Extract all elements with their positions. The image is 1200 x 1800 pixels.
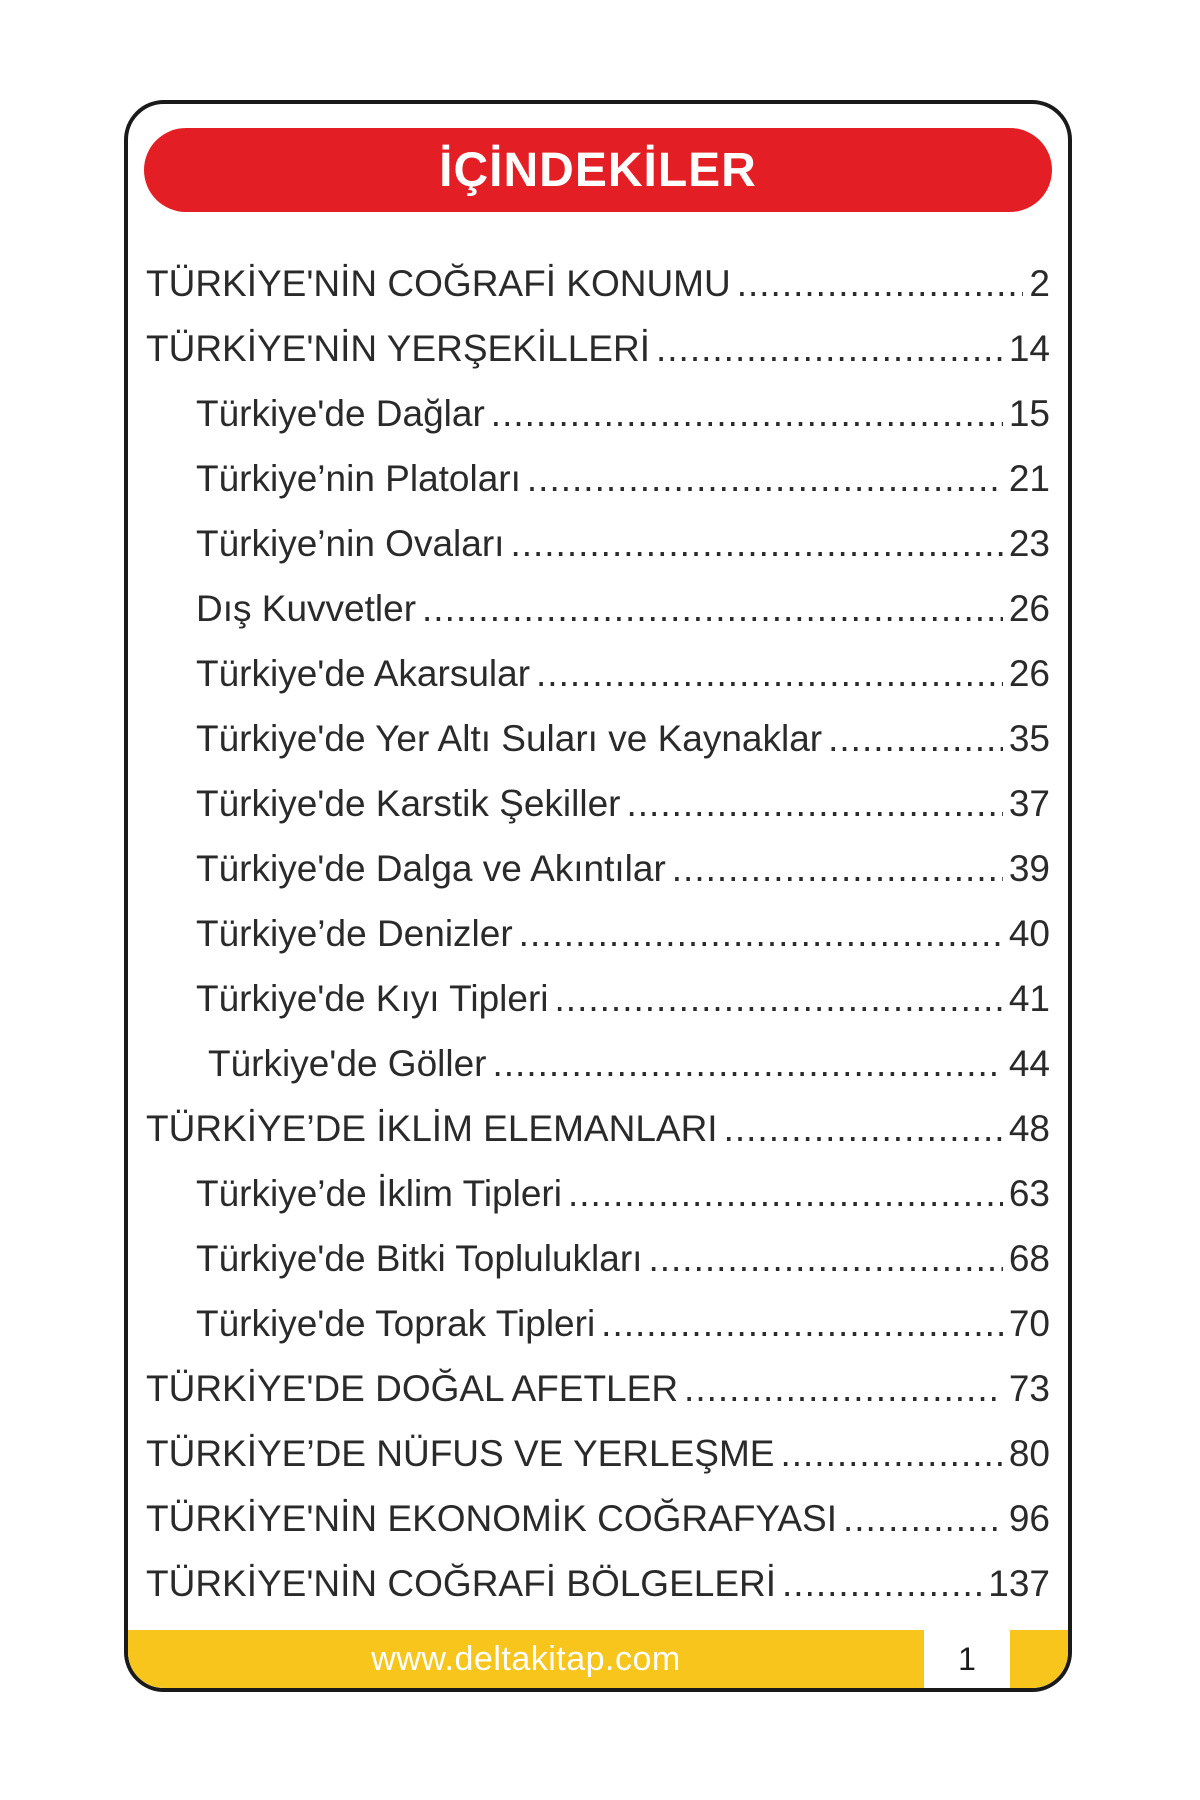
toc-entry-label: Türkiye'de Karstik Şekiller xyxy=(196,783,621,824)
dot-leader xyxy=(782,1551,982,1616)
toc-section[interactable] xyxy=(146,901,1050,966)
dot-leader xyxy=(828,706,1003,771)
dot-leader xyxy=(510,511,1002,576)
toc-entry-label: Türkiye'de Yer Altı Suları ve Kaynaklar xyxy=(196,718,823,759)
toc-entry-label: Türkiye'de Dağlar xyxy=(196,393,485,434)
toc-chapter[interactable] xyxy=(146,1096,1050,1161)
toc-entry-label: Türkiye'de Kıyı Tipleri xyxy=(196,978,549,1019)
toc-entry-label: TÜRKİYE’DE İKLİM ELEMANLARI xyxy=(146,1108,718,1149)
toc-entry-page: 14 xyxy=(1008,328,1050,369)
dot-leader xyxy=(672,836,1003,901)
dot-leader xyxy=(527,446,1003,511)
toc-entry-page: 21 xyxy=(1008,458,1050,499)
toc-entry-label: Türkiye'de Bitki Toplulukları xyxy=(196,1238,643,1279)
toc-entry-page: 23 xyxy=(1008,523,1050,564)
toc-entry-label: Türkiye'de Akarsular xyxy=(196,653,531,694)
toc-entry-page: 2 xyxy=(1029,263,1050,304)
toc-entry-label: Türkiye’de İklim Tipleri xyxy=(196,1173,562,1214)
dot-leader xyxy=(519,901,1003,966)
dot-leader xyxy=(648,1226,1002,1291)
toc-entry-page: 63 xyxy=(1008,1173,1050,1214)
toc-section[interactable] xyxy=(146,1031,1050,1096)
toc-entry-label: Dış Kuvvetler xyxy=(196,588,417,629)
dot-leader xyxy=(568,1161,1003,1226)
dot-leader xyxy=(536,641,1003,706)
toc-entry-page: 80 xyxy=(1008,1433,1050,1474)
footer-bar xyxy=(128,1630,1068,1688)
toc-section[interactable] xyxy=(146,706,1050,771)
toc-entry-label: TÜRKİYE'NİN YERŞEKİLLERİ xyxy=(146,328,650,369)
dot-leader xyxy=(491,381,1003,446)
toc-chapter[interactable] xyxy=(146,1551,1050,1616)
toc-entry-label: TÜRKİYE'NİN COĞRAFİ KONUMU xyxy=(146,263,731,304)
toc-section[interactable] xyxy=(146,511,1050,576)
toc-entry-page: 41 xyxy=(1008,978,1050,1019)
toc-section[interactable] xyxy=(146,641,1050,706)
toc-section[interactable] xyxy=(146,1291,1050,1356)
dot-leader xyxy=(601,1291,1003,1356)
toc-entry-page: 68 xyxy=(1008,1238,1050,1279)
toc-entry-page: 15 xyxy=(1008,393,1050,434)
toc-entry-label: Türkiye’nin Ovaları xyxy=(196,523,505,564)
toc-chapter[interactable] xyxy=(146,251,1050,316)
toc-entry-label: TÜRKİYE'NİN EKONOMİK COĞRAFYASI xyxy=(146,1498,837,1539)
footer-url: www.deltakitap.com xyxy=(371,1639,681,1678)
toc-entry-label: Türkiye'de Toprak Tipleri xyxy=(196,1303,596,1344)
toc-chapter[interactable] xyxy=(146,1421,1050,1486)
toc-section[interactable] xyxy=(146,1226,1050,1291)
dot-leader xyxy=(493,1031,1003,1096)
toc-entry-label: Türkiye'de Dalga ve Akıntılar xyxy=(196,848,666,889)
toc-entry-page: 39 xyxy=(1008,848,1050,889)
toc-entry-page: 70 xyxy=(1008,1303,1050,1344)
title-banner xyxy=(144,128,1052,212)
toc-chapter[interactable] xyxy=(146,1356,1050,1421)
toc-entry-page: 37 xyxy=(1008,783,1050,824)
toc-page-card xyxy=(124,100,1072,1692)
toc-entry-label: Türkiye’nin Platoları xyxy=(196,458,521,499)
dot-leader xyxy=(724,1096,1003,1161)
toc-section[interactable] xyxy=(146,1161,1050,1226)
toc-entry-page: 44 xyxy=(1008,1043,1050,1084)
toc-section[interactable] xyxy=(146,381,1050,446)
toc-entry-page: 35 xyxy=(1008,718,1050,759)
dot-leader xyxy=(656,316,1003,381)
toc-chapter[interactable] xyxy=(146,316,1050,381)
dot-leader xyxy=(626,771,1002,836)
toc-chapter[interactable] xyxy=(146,1486,1050,1551)
dot-leader xyxy=(555,966,1003,1031)
table-of-contents xyxy=(146,251,1050,1616)
dot-leader xyxy=(684,1356,1003,1421)
toc-entry-page: 137 xyxy=(988,1563,1050,1604)
page-title: İÇİNDEKİLER xyxy=(439,143,757,197)
toc-entry-label: TÜRKİYE'NİN COĞRAFİ BÖLGELERİ xyxy=(146,1563,777,1604)
toc-entry-page: 48 xyxy=(1008,1108,1050,1149)
toc-section[interactable] xyxy=(146,966,1050,1031)
toc-section[interactable] xyxy=(146,836,1050,901)
toc-section[interactable] xyxy=(146,446,1050,511)
toc-entry-page: 40 xyxy=(1008,913,1050,954)
toc-entry-page: 96 xyxy=(1008,1498,1050,1539)
toc-entry-label: TÜRKİYE’DE NÜFUS VE YERLEŞME xyxy=(146,1433,775,1474)
toc-entry-label: TÜRKİYE'DE DOĞAL AFETLER xyxy=(146,1368,679,1409)
toc-entry-label: Türkiye’de Denizler xyxy=(196,913,513,954)
dot-leader xyxy=(422,576,1003,641)
toc-entry-label: Türkiye'de Göller xyxy=(208,1043,487,1084)
toc-section[interactable] xyxy=(146,576,1050,641)
toc-entry-page: 26 xyxy=(1008,588,1050,629)
page-number: 1 xyxy=(924,1630,1010,1688)
toc-entry-page: 26 xyxy=(1008,653,1050,694)
dot-leader xyxy=(737,251,1024,316)
dot-leader xyxy=(843,1486,1003,1551)
toc-entry-page: 73 xyxy=(1008,1368,1050,1409)
dot-leader xyxy=(780,1421,1002,1486)
toc-section[interactable] xyxy=(146,771,1050,836)
